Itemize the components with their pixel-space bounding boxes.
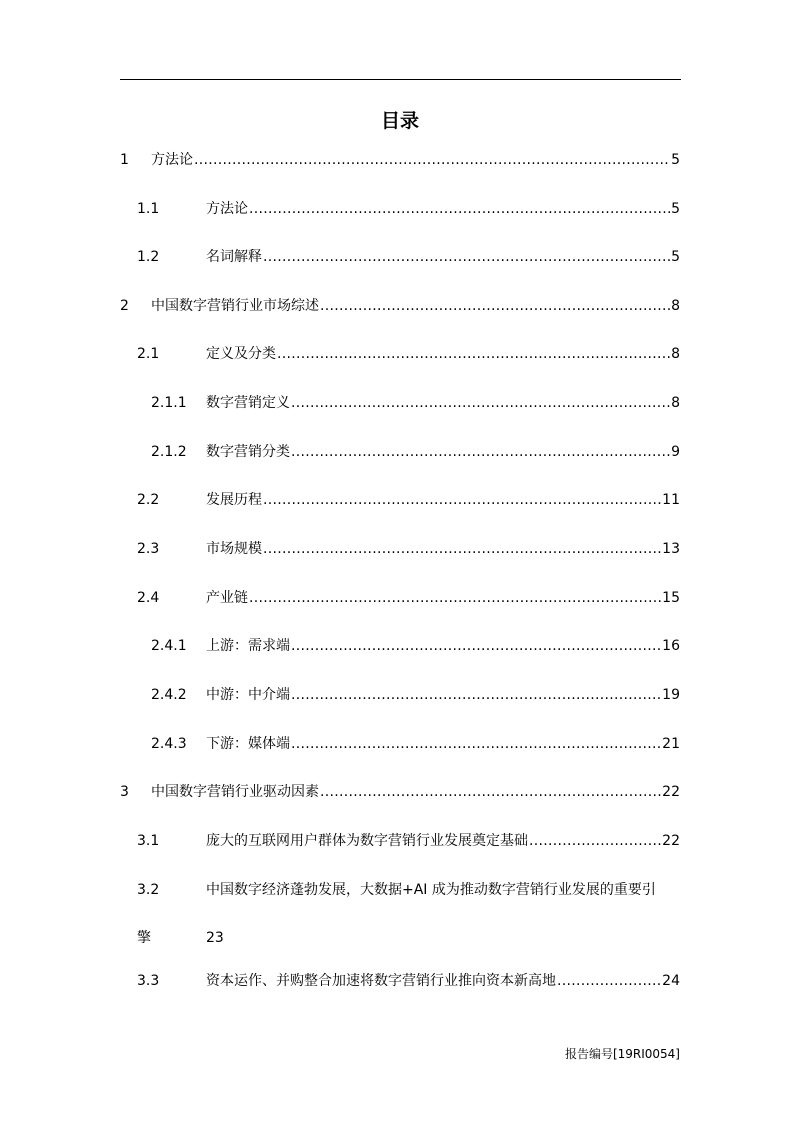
toc-entry[interactable] (120, 538, 680, 560)
toc-entry-text: 发展历程 (206, 492, 262, 508)
toc-title: 目录 (380, 110, 419, 132)
toc-entry[interactable] (120, 733, 680, 755)
toc-entry[interactable] (120, 343, 680, 365)
toc-entry-number: 2.2 (137, 492, 160, 508)
toc-entry-text: 中游：中介端 (206, 687, 290, 703)
toc-entry-text: 下游：媒体端 (206, 736, 290, 752)
toc-leader (249, 198, 670, 220)
toc-leader (277, 343, 670, 365)
toc-entry-page: 22 (662, 833, 680, 849)
toc-entry-page: 8 (671, 395, 680, 411)
header-rule (120, 79, 681, 80)
toc-entry-page: 5 (671, 152, 680, 168)
toc-leader (557, 970, 661, 992)
toc-entry-page: 23 (206, 930, 224, 946)
toc-leader (194, 149, 670, 171)
toc-entry-number: 2.1 (137, 346, 160, 362)
toc-entry-page: 19 (662, 687, 680, 703)
toc-entry-text-continuation: 擎 (137, 930, 151, 946)
toc-entry-text: 数字营销定义 (206, 395, 290, 411)
toc-entry-page: 9 (671, 444, 680, 460)
toc-entry-page: 13 (662, 541, 680, 557)
toc-entry-number: 3 (120, 784, 129, 800)
toc-entry-number: 2 (120, 298, 129, 314)
toc-entry-number: 3.3 (137, 973, 160, 989)
toc-entry-page: 8 (671, 346, 680, 362)
toc-entry-number: 2.4.2 (151, 687, 187, 703)
toc-entry[interactable] (120, 781, 680, 803)
toc-entry-wrapped[interactable] (120, 879, 680, 949)
toc-entry-page: 21 (662, 736, 680, 752)
toc-leader (263, 489, 661, 511)
toc-entry[interactable] (120, 198, 680, 220)
toc-entry[interactable] (120, 295, 680, 317)
toc-entry[interactable] (120, 684, 680, 706)
toc-entry-number: 2.1.1 (151, 395, 187, 411)
toc-entry-text: 名词解释 (206, 249, 262, 265)
toc-entry-text: 庞大的互联网用户群体为数字营销行业发展奠定基础 (206, 833, 528, 849)
toc-entry[interactable] (120, 149, 680, 171)
toc-entry[interactable] (120, 489, 680, 511)
toc-entry-text: 产业链 (206, 590, 248, 606)
toc-entry[interactable] (120, 635, 680, 657)
toc-leader (529, 830, 661, 852)
toc-entry-text: 市场规模 (206, 541, 262, 557)
toc-entry[interactable] (120, 970, 680, 992)
toc-entry-page: 16 (662, 638, 680, 654)
toc-leader (291, 392, 670, 414)
toc-entry-text: 定义及分类 (206, 346, 276, 362)
report-number: 报告编号[19RI0054] (564, 1047, 680, 1061)
toc-leader (263, 246, 670, 268)
toc-entry-page: 22 (662, 784, 680, 800)
toc-leader (320, 781, 661, 803)
toc-entry-text: 资本运作、并购整合加速将数字营销行业推向资本新高地 (206, 973, 556, 989)
toc-entry[interactable] (120, 392, 680, 414)
toc-entry-page: 11 (662, 492, 680, 508)
toc-entry-text: 中国数字经济蓬勃发展，大数据+AI 成为推动数字营销行业发展的重要引 (206, 882, 656, 898)
toc-entry-number: 3.1 (137, 833, 160, 849)
toc-entry-number: 3.2 (137, 882, 160, 898)
toc-entry[interactable] (120, 587, 680, 609)
toc-entry-number: 1 (120, 152, 129, 168)
toc-leader (320, 295, 670, 317)
toc-entry-page: 5 (671, 249, 680, 265)
toc-entry-number: 2.4.3 (151, 736, 187, 752)
toc-entry-number: 2.3 (137, 541, 160, 557)
toc-entry-text: 上游：需求端 (206, 638, 290, 654)
toc-entry-number: 2.4.1 (151, 638, 187, 654)
toc-entry[interactable] (120, 441, 680, 463)
toc-entry-page: 15 (662, 590, 680, 606)
toc-entry-number: 2.1.2 (151, 444, 187, 460)
toc-entry-page: 5 (671, 201, 680, 217)
toc-entry-text: 数字营销分类 (206, 444, 290, 460)
toc-leader (291, 441, 670, 463)
toc-leader (263, 538, 661, 560)
toc-entry[interactable] (120, 246, 680, 268)
toc-leader (291, 635, 661, 657)
toc-entry-number: 1.1 (137, 201, 160, 217)
toc-leader (291, 684, 661, 706)
toc-entry-page: 24 (662, 973, 680, 989)
toc-entry-text: 方法论 (206, 201, 248, 217)
toc-entry-number: 1.2 (137, 249, 160, 265)
toc-entry-page: 8 (671, 298, 680, 314)
toc-entry-number: 2.4 (137, 590, 160, 606)
toc-entry-text: 中国数字营销行业驱动因素 (151, 784, 319, 800)
toc-entry[interactable] (120, 830, 680, 852)
toc-leader (291, 733, 661, 755)
toc-leader (249, 587, 661, 609)
toc-entry-text: 方法论 (151, 152, 193, 168)
toc-entry-text: 中国数字营销行业市场综述 (151, 298, 319, 314)
